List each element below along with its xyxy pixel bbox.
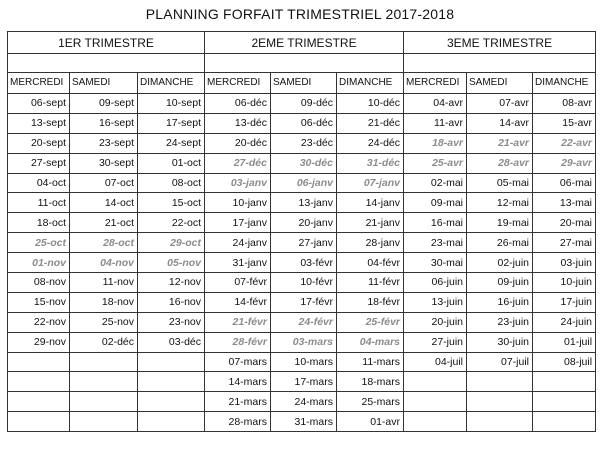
date-cell: 06-déc bbox=[205, 94, 271, 114]
date-cell: 07-févr bbox=[205, 273, 271, 293]
date-cell: 30-juin bbox=[467, 332, 533, 352]
trimester-3-header: 3EME TRIMESTRE bbox=[404, 32, 596, 54]
date-cell: 04-avr bbox=[404, 94, 467, 114]
date-cell: 21-déc bbox=[337, 113, 404, 133]
date-cell: 04-févr bbox=[337, 253, 404, 273]
date-cell: 16-juin bbox=[467, 292, 533, 312]
date-cell: 15-avr bbox=[533, 113, 596, 133]
date-cell: 08-avr bbox=[533, 94, 596, 114]
date-cell: 21-mars bbox=[205, 392, 271, 412]
date-cell bbox=[138, 392, 205, 412]
date-cell: 02-mai bbox=[404, 173, 467, 193]
date-cell: 28-oct bbox=[70, 233, 138, 253]
date-cell bbox=[8, 392, 70, 412]
date-cell: 06-sept bbox=[8, 94, 70, 114]
table-row bbox=[8, 233, 596, 253]
date-cell: 04-juil bbox=[404, 352, 467, 372]
spacer-cell bbox=[8, 54, 205, 73]
date-cell: 24-déc bbox=[337, 133, 404, 153]
date-cell: 29-oct bbox=[138, 233, 205, 253]
table-row bbox=[8, 352, 596, 372]
page-title: PLANNING FORFAIT TRIMESTRIEL 2017-2018 bbox=[145, 6, 455, 22]
date-cell: 10-mars bbox=[271, 352, 337, 372]
date-cell: 10-juin bbox=[533, 273, 596, 293]
date-cell: 24-févr bbox=[271, 312, 337, 332]
date-cell: 13-sept bbox=[8, 113, 70, 133]
date-cell: 25-avr bbox=[404, 153, 467, 173]
table-row bbox=[8, 253, 596, 273]
date-cell: 06-janv bbox=[271, 173, 337, 193]
table-row bbox=[8, 273, 596, 293]
day-header: DIMANCHE bbox=[138, 73, 205, 94]
date-cell: 28-mars bbox=[205, 412, 271, 432]
date-cell: 20-mai bbox=[533, 213, 596, 233]
date-cell: 03-mars bbox=[271, 332, 337, 352]
date-cell: 14-mars bbox=[205, 372, 271, 392]
date-cell: 06-mai bbox=[533, 173, 596, 193]
date-cell: 03-févr bbox=[271, 253, 337, 273]
date-cell: 15-nov bbox=[8, 292, 70, 312]
date-cell: 17-mars bbox=[271, 372, 337, 392]
day-header: SAMEDI bbox=[271, 73, 337, 94]
date-cell: 27-mai bbox=[533, 233, 596, 253]
date-cell: 14-févr bbox=[205, 292, 271, 312]
date-cell: 01-nov bbox=[8, 253, 70, 273]
date-cell: 05-mai bbox=[467, 173, 533, 193]
date-cell: 25-févr bbox=[337, 312, 404, 332]
date-cell: 18-mars bbox=[337, 372, 404, 392]
date-cell: 03-déc bbox=[138, 332, 205, 352]
date-cell: 30-sept bbox=[70, 153, 138, 173]
date-cell: 07-avr bbox=[467, 94, 533, 114]
date-cell: 02-juin bbox=[467, 253, 533, 273]
table-row bbox=[8, 392, 596, 412]
date-cell: 09-mai bbox=[404, 193, 467, 213]
date-cell: 09-déc bbox=[271, 94, 337, 114]
date-cell: 28-févr bbox=[205, 332, 271, 352]
date-cell: 10-sept bbox=[138, 94, 205, 114]
date-cell: 29-nov bbox=[8, 332, 70, 352]
date-cell: 06-déc bbox=[271, 113, 337, 133]
date-cell: 18-févr bbox=[337, 292, 404, 312]
date-cell bbox=[8, 352, 70, 372]
date-cell bbox=[533, 412, 596, 432]
date-cell bbox=[467, 372, 533, 392]
date-cell bbox=[138, 412, 205, 432]
date-cell: 27-juin bbox=[404, 332, 467, 352]
date-cell bbox=[138, 352, 205, 372]
date-cell: 30-mai bbox=[404, 253, 467, 273]
date-cell: 23-juin bbox=[467, 312, 533, 332]
date-cell: 01-avr bbox=[337, 412, 404, 432]
date-cell: 07-mars bbox=[205, 352, 271, 372]
table-row bbox=[8, 372, 596, 392]
table-row bbox=[8, 133, 596, 153]
date-cell bbox=[70, 412, 138, 432]
date-cell: 27-janv bbox=[271, 233, 337, 253]
date-cell bbox=[404, 392, 467, 412]
date-cell: 17-sept bbox=[138, 113, 205, 133]
date-cell: 24-sept bbox=[138, 133, 205, 153]
day-header: SAMEDI bbox=[70, 73, 138, 94]
date-cell: 20-déc bbox=[205, 133, 271, 153]
date-cell: 31-déc bbox=[337, 153, 404, 173]
date-cell: 04-mars bbox=[337, 332, 404, 352]
date-cell: 13-mai bbox=[533, 193, 596, 213]
date-cell: 13-janv bbox=[271, 193, 337, 213]
date-cell: 16-sept bbox=[70, 113, 138, 133]
date-cell: 25-nov bbox=[70, 312, 138, 332]
date-cell: 22-avr bbox=[533, 133, 596, 153]
date-cell: 15-oct bbox=[138, 193, 205, 213]
date-cell: 31-mars bbox=[271, 412, 337, 432]
date-cell: 17-janv bbox=[205, 213, 271, 233]
date-cell: 08-oct bbox=[138, 173, 205, 193]
table-row bbox=[8, 312, 596, 332]
day-header: DIMANCHE bbox=[533, 73, 596, 94]
date-cell: 05-nov bbox=[138, 253, 205, 273]
day-header: MERCREDI bbox=[8, 73, 70, 94]
date-cell: 09-sept bbox=[70, 94, 138, 114]
day-header: SAMEDI bbox=[467, 73, 533, 94]
date-cell: 16-mai bbox=[404, 213, 467, 233]
date-cell: 30-déc bbox=[271, 153, 337, 173]
table-row bbox=[8, 292, 596, 312]
date-cell: 21-oct bbox=[70, 213, 138, 233]
date-cell: 07-oct bbox=[70, 173, 138, 193]
date-cell: 18-avr bbox=[404, 133, 467, 153]
date-cell: 04-nov bbox=[70, 253, 138, 273]
table-row bbox=[8, 153, 596, 173]
date-cell: 08-juil bbox=[533, 352, 596, 372]
day-header: MERCREDI bbox=[205, 73, 271, 94]
date-cell: 18-oct bbox=[8, 213, 70, 233]
date-cell bbox=[533, 392, 596, 412]
date-cell bbox=[467, 392, 533, 412]
date-cell: 29-avr bbox=[533, 153, 596, 173]
date-cell: 17-févr bbox=[271, 292, 337, 312]
date-cell: 08-nov bbox=[8, 273, 70, 293]
table-row bbox=[8, 94, 596, 114]
spacer-row bbox=[8, 54, 596, 73]
date-cell: 20-juin bbox=[404, 312, 467, 332]
date-cell: 23-déc bbox=[271, 133, 337, 153]
date-cell: 26-mai bbox=[467, 233, 533, 253]
date-cell: 07-juil bbox=[467, 352, 533, 372]
table-row bbox=[8, 412, 596, 432]
table-row bbox=[8, 332, 596, 352]
date-cell: 11-avr bbox=[404, 113, 467, 133]
date-cell: 28-avr bbox=[467, 153, 533, 173]
day-header-row bbox=[8, 73, 596, 94]
spacer-cell bbox=[404, 54, 596, 73]
date-cell: 24-mars bbox=[271, 392, 337, 412]
date-cell: 10-déc bbox=[337, 94, 404, 114]
planning-table bbox=[7, 31, 596, 432]
date-cell: 01-juil bbox=[533, 332, 596, 352]
date-cell bbox=[70, 372, 138, 392]
date-cell: 09-juin bbox=[467, 273, 533, 293]
date-cell: 04-oct bbox=[8, 173, 70, 193]
date-cell bbox=[8, 412, 70, 432]
date-cell: 12-nov bbox=[138, 273, 205, 293]
date-cell: 23-nov bbox=[138, 312, 205, 332]
date-cell: 17-juin bbox=[533, 292, 596, 312]
date-cell bbox=[138, 372, 205, 392]
date-cell: 07-janv bbox=[337, 173, 404, 193]
trimester-2-header: 2EME TRIMESTRE bbox=[205, 32, 404, 54]
table-row bbox=[8, 193, 596, 213]
date-cell: 21-janv bbox=[337, 213, 404, 233]
date-cell: 11-févr bbox=[337, 273, 404, 293]
date-cell: 27-sept bbox=[8, 153, 70, 173]
date-cell: 20-janv bbox=[271, 213, 337, 233]
date-cell bbox=[70, 392, 138, 412]
date-cell bbox=[404, 372, 467, 392]
table-row bbox=[8, 213, 596, 233]
date-cell bbox=[70, 352, 138, 372]
date-cell: 12-mai bbox=[467, 193, 533, 213]
date-cell: 14-oct bbox=[70, 193, 138, 213]
date-cell: 02-déc bbox=[70, 332, 138, 352]
day-header: DIMANCHE bbox=[337, 73, 404, 94]
date-cell: 23-mai bbox=[404, 233, 467, 253]
date-cell: 27-déc bbox=[205, 153, 271, 173]
date-cell: 18-nov bbox=[70, 292, 138, 312]
date-cell: 11-nov bbox=[70, 273, 138, 293]
date-cell: 06-juin bbox=[404, 273, 467, 293]
date-cell: 31-janv bbox=[205, 253, 271, 273]
date-cell bbox=[467, 412, 533, 432]
date-cell: 11-oct bbox=[8, 193, 70, 213]
date-cell: 22-nov bbox=[8, 312, 70, 332]
trimester-1-header: 1ER TRIMESTRE bbox=[8, 32, 205, 54]
date-cell: 25-oct bbox=[8, 233, 70, 253]
date-cell: 25-mars bbox=[337, 392, 404, 412]
spacer-cell bbox=[205, 54, 404, 73]
date-cell: 13-juin bbox=[404, 292, 467, 312]
date-cell: 03-janv bbox=[205, 173, 271, 193]
date-cell: 19-mai bbox=[467, 213, 533, 233]
date-cell: 20-sept bbox=[8, 133, 70, 153]
date-cell: 21-févr bbox=[205, 312, 271, 332]
date-cell: 23-sept bbox=[70, 133, 138, 153]
day-header: MERCREDI bbox=[404, 73, 467, 94]
date-cell bbox=[533, 372, 596, 392]
trimester-header-row bbox=[8, 32, 596, 54]
date-cell bbox=[8, 372, 70, 392]
date-cell: 28-janv bbox=[337, 233, 404, 253]
date-cell: 13-déc bbox=[205, 113, 271, 133]
date-cell: 14-janv bbox=[337, 193, 404, 213]
date-cell: 24-juin bbox=[533, 312, 596, 332]
table-row bbox=[8, 113, 596, 133]
date-cell: 03-juin bbox=[533, 253, 596, 273]
date-cell: 01-oct bbox=[138, 153, 205, 173]
date-cell: 24-janv bbox=[205, 233, 271, 253]
table-row bbox=[8, 173, 596, 193]
date-cell: 10-févr bbox=[271, 273, 337, 293]
date-cell: 11-mars bbox=[337, 352, 404, 372]
date-cell: 14-avr bbox=[467, 113, 533, 133]
date-cell: 21-avr bbox=[467, 133, 533, 153]
date-cell bbox=[404, 412, 467, 432]
date-cell: 22-oct bbox=[138, 213, 205, 233]
date-cell: 10-janv bbox=[205, 193, 271, 213]
date-cell: 16-nov bbox=[138, 292, 205, 312]
